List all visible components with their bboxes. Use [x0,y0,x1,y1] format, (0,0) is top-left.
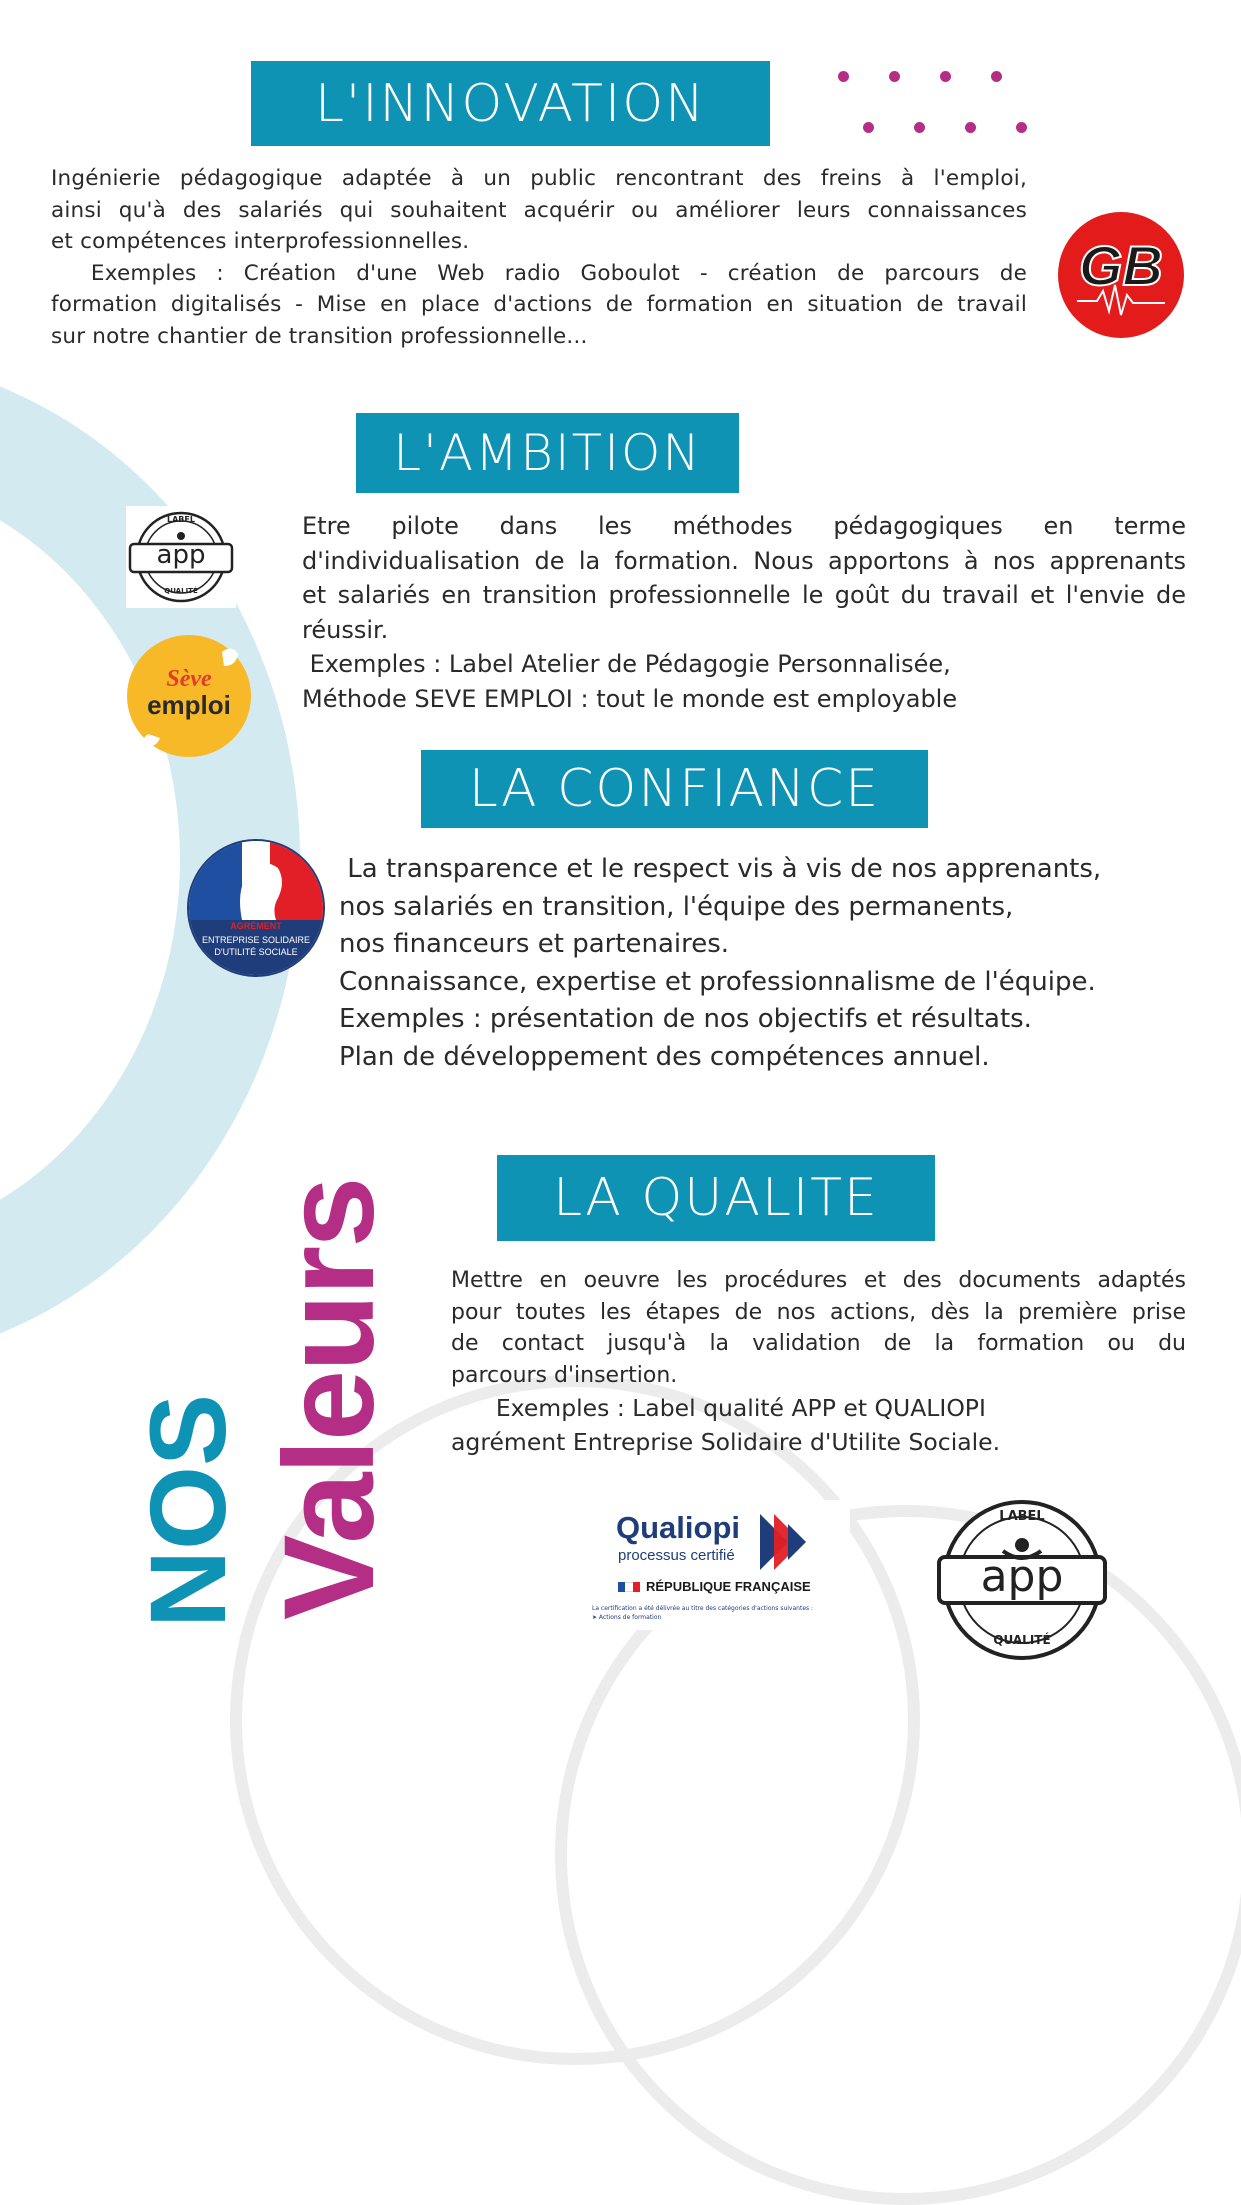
qualiopi-logo: Qualiopi processus certifié RÉPUBLIQUE FRANÇAISE La certification a été délivrée au titre des catégories d'actions suivantes : ➤ Actions de formation [580,1500,850,1630]
seve-emploi-logo: Sève emploi [126,634,252,758]
ambition-text [302,509,1186,716]
text-line: Etre pilote dans les méthodes pédagogiques en terme [302,512,1186,540]
text-line: Exemples : Création d'une Web radio Goboulot - création de parcours de [51,260,1027,286]
vertical-title-valeurs: Valeurs [258,1178,401,1620]
text-line: d'individualisation de la formation. Nous apportons à nos apprenants [302,546,1186,575]
section-title-innovation: L'INNOVATION [251,61,770,146]
text-line: et compétences interprofessionnelles. [51,229,470,254]
text-line: Méthode SEVE EMPLOI : tout le monde est employable [302,684,958,713]
qualite-text [451,1265,1186,1459]
text-line: formation digitalisés - Mise en place d'actions de formation en situation de travail [51,292,1027,317]
text-line: Exemples : Label qualité APP et QUALIOPI [451,1394,986,1422]
text-line: Connaissance, expertise et professionnalisme de l'équipe. [339,966,1096,997]
section-title-qualite: LA QUALITE [497,1155,935,1241]
text-line: pour toutes les étapes de nos actions, dès la première prise [451,1299,1186,1325]
text-line: de contact jusqu'à la validation de la formation ou du [451,1331,1186,1356]
text-line: parcours d'insertion. [451,1362,678,1388]
app-label-logo-small: LABEL app QUALITÉ [126,506,236,608]
text-line: Mettre en oeuvre les procédures et des documents adaptés [451,1268,1186,1293]
text-line: Exemples : Label Atelier de Pédagogie Personnalisée, [302,650,951,678]
text-line: réussir. [302,615,389,644]
section-title-confiance: LA CONFIANCE [421,750,928,828]
text-line: sur notre chantier de transition professionnelle... [51,323,588,349]
confiance-text [339,851,1199,1076]
text-line: Plan de développement des compétences annuel. [339,1041,990,1072]
text-line: nos salariés en transition, l'équipe des permanents, [339,891,1014,922]
section-title-ambition: L'AMBITION [356,413,739,493]
text-line: Exemples : présentation de nos objectifs et résultats. [339,1004,1032,1034]
vertical-title-nos: NOS [127,1393,248,1628]
text-line: Ingénierie pédagogique adaptée à un public rencontrant des freins à l'emploi, [51,166,1027,191]
text-line: et salariés en transition professionnelle le goût du travail et l'envie de [302,581,1186,609]
esus-agrement-logo: AGRÉMENT ENTREPRISE SOLIDAIRE D'UTILITÉ SOCIALE [186,838,326,978]
text-line: La transparence et le respect vis à vis de nos apprenants, [339,854,1102,884]
text-line: agrément Entreprise Solidaire d'Utilite Sociale. [451,1428,1001,1456]
text-line: nos financeurs et partenaires. [339,929,730,959]
innovation-text [51,163,1027,352]
gb-radio-logo: GB [1057,211,1185,339]
text-line: ainsi qu'à des salariés qui souhaitent acquérir ou améliorer leurs connaissances [51,197,1027,223]
app-label-logo-large: LABEL app QUALITÉ [937,1495,1107,1665]
